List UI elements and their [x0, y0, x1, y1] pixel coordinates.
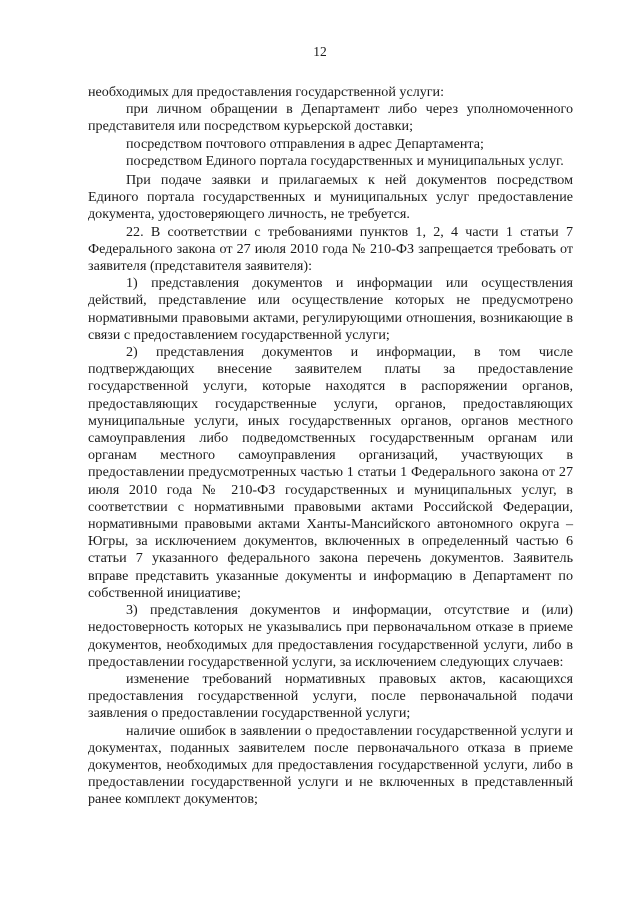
document-body [88, 84, 573, 809]
paragraph: При подаче заявки и прилагаемых к ней документов посредством Единого портала государственных и муниципальных услуг предоставление документа, удостоверяющего личность, не требуется. [88, 172, 573, 223]
paragraph: 3) представления документов и информации, отсутствие и (или) недостоверность которых не указывались при первоначальном отказе в приеме документов, необходимых для предоставления государственной услуги, либо в предоставлении государственной услуги, за исключением следующих случаев: [88, 602, 573, 670]
paragraph: наличие ошибок в заявлении о предоставлении государственной услуги и документах, поданных заявителем после первоначального отказа в приеме документов, необходимых для предоставления государственной услуги, либо в предоставлении государственной услуги и не включенных в представленный ранее комплект документов; [88, 722, 573, 808]
paragraph: 1) представления документов и информации или осуществления действий, представление или осуществление которых не предусмотрено нормативными правовыми актами, регулирующими отношения, возникающие в связи с предоставлением государственной услуги; [88, 275, 573, 343]
paragraph: посредством Единого портала государственных и муниципальных услуг. [126, 152, 564, 169]
paragraph: посредством почтового отправления в адрес Департамента; [126, 135, 484, 152]
paragraph: необходимых для предоставления государственной услуги: [88, 84, 445, 100]
page-number: 12 [313, 44, 327, 59]
paragraph: 22. В соответствии с требованиями пунктов 1, 2, 4 части 1 статьи 7 Федерального закона от 27 июля 2010 года № 210-ФЗ запрещается требовать от заявителя (представителя заявителя): [88, 223, 573, 275]
paragraph: 2) представления документов и информации, в том числе подтверждающих внесение заявителем платы за предоставление государственной услуги, которые находятся в распоряжении органов, предоставляющих государственные услуги, органов, предоставляющих муниципальные услуги, иных государственных органов, органов местного самоуправления либо подведомственных государственным органам или органам местного самоуправления организаций, участвующих в предоставлении предусмотренных частью 1 статьи 1 Федерального закона от 27 июля 2010 года № 210-ФЗ государственных и муниципальных услуг, в соответствии с нормативными правовыми актами Российской Федерации, нормативными правовыми актами Ханты-Мансийского автономного округа – Югры, за исключением документов, включенных в определенный частью 6 статьи 7 указанного федерального закона перечень документов. Заявитель вправе представить указанные документы и информацию в Департамент по собственной инициативе; [88, 344, 573, 601]
paragraph: при личном обращении в Департамент либо через уполномоченного представителя или посредством курьерской доставки; [88, 101, 573, 135]
paragraph: изменение требований нормативных правовых актов, касающихся предоставления государственной услуги, после первоначальной подачи заявления о предоставлении государственной услуги; [88, 670, 573, 722]
